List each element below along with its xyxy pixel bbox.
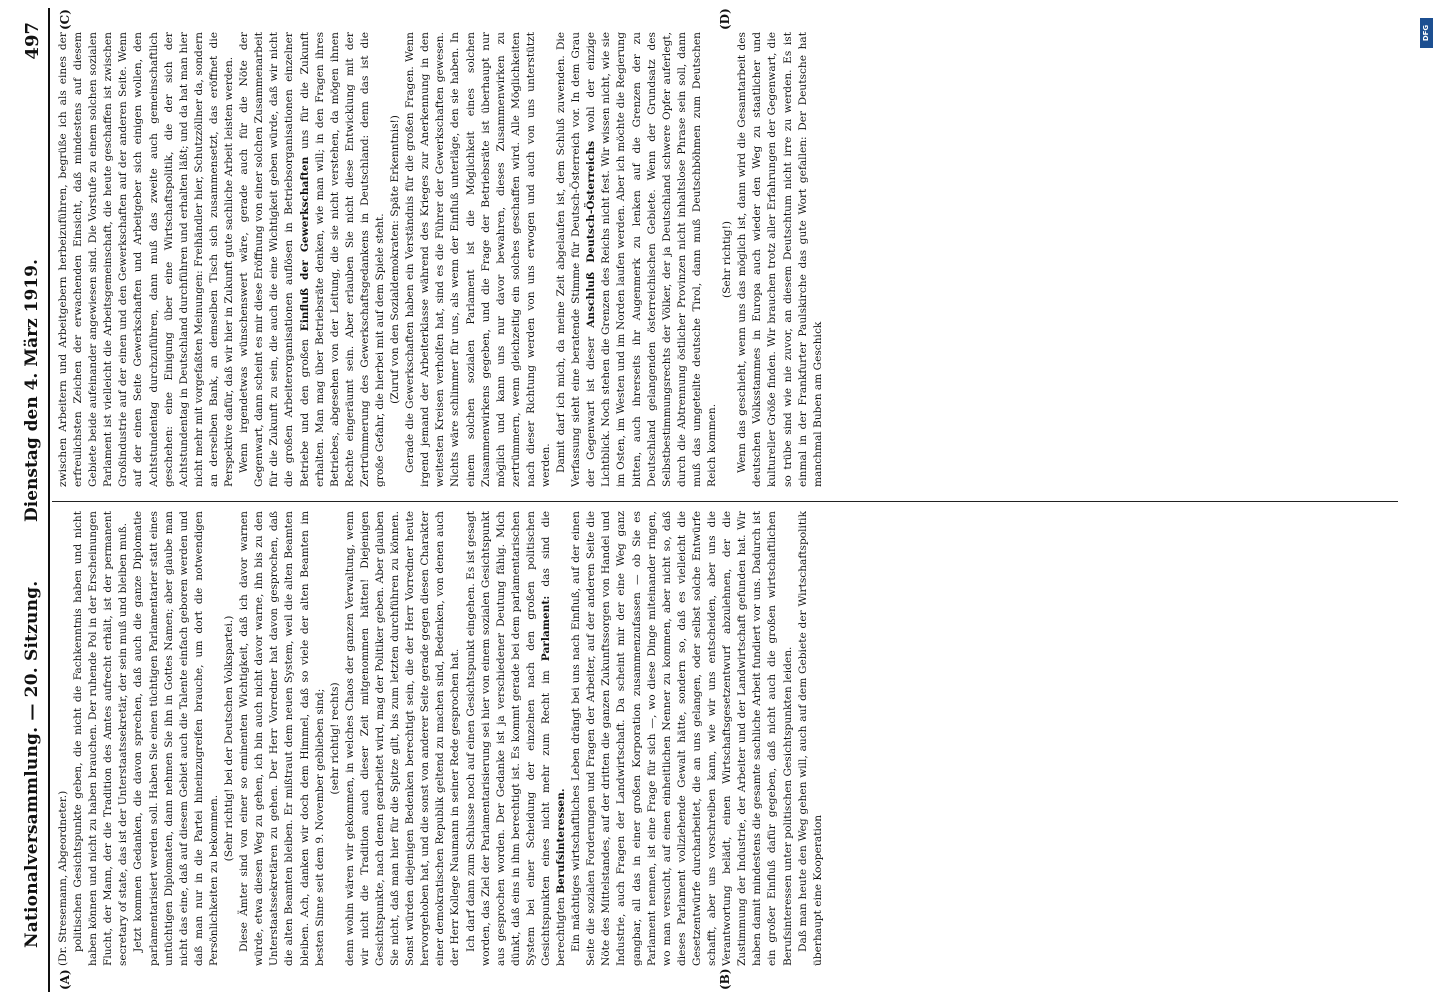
paragraph: Daß man heute den Weg gehen will, auch auf dem Gebiete der Wirtschaftspolitik überhaupt eine Kooperation	[796, 511, 824, 966]
paragraph: denn wohin wären wir gekommen, in welches Chaos der ganzen Verwaltung, wenn wir nicht die Tradition auch dieser Zeit mitgenommen hätten! Diejenigen Gesichtspunkte, nach denen gearbeitet wird, mag der Politiker geben. Aber glauben Sie nicht, daß man hier für die Spitze gilt, bis zum letzten durchführen zu können. Sonst würden diejenigen Bedenken berechtigt sein, die der Herr Vorredner heute hervorgehoben hat, und die sonst von anderer Seite gerade gegen diesen Charakter einer demokratischen Republik geltend zu machen sind, Bedenken, von denen auch der Herr Kollege Naumann in seiner Rede gesprochen hat.	[343, 511, 462, 966]
interjection: (Zuruf von den Sozialdemokraten: Späte Erkenntnis!)	[389, 115, 402, 404]
paragraph-text: Damit darf ich mich, da meine Zeit abgelaufen ist, dem Schluß zuwenden. Die Verfassung sieht eine beratende Stimme für Deutsch-Österreich vor. In dem Grau der Gegenwart ist dieser	[555, 32, 598, 487]
paragraph	[554, 32, 720, 487]
paragraph: Ein mächtiges wirtschaftliches Leben drängt bei uns nach Einfluß, auf der einen Seite die sozialen Forderungen und Fragen der Arbeiter, auf der anderen Seite die Nöte des Mittelstandes, auf der dritten die ganzen Zukunftssorgen von Handel und Industrie, auch Fragen der Landwirtschaft. Da scheint mir der eine Weg ganz gangbar, all das in einer großen Korporation zusammenzufassen — ob Sie es Parlament nennen, ist eine Frage für sich —, wo diese Dinge miteinander ringen, wo man versucht, auf einen einheitlichen Nenner zu kommen, aber nicht so, daß dieses Parlament vollziehende Gewalt hätte, sondern so, daß es vielleicht die Gesetzentwürfe durcharbeitet, die an uns gelangen, oder selbst solche Entwürfe schafft, aber uns vorschreiben kann, wie wir uns entscheiden, aber uns die Verantwortung belädt, einen Wirtschaftsgesetzentwurf abzulehnen, der die Zustimmung der Industrie, der Arbeiter und der Landwirtschaft gefunden hat. Wir haben damit mindestens die gesamte sachliche Arbeit fundiert vor uns. Dadurch ist ein großer Einfluß dafür gegeben, daß nicht auch die großen wirtschaftlichen Berufsinteressen unter politischen Gesichtspunkten leiden.	[570, 511, 794, 966]
scanned-page	[18, 8, 1410, 992]
page-number: 497	[22, 22, 43, 60]
header-assembly-session: Nationalversammlung. — 20. Sitzung.	[22, 580, 42, 948]
digitization-sidebar	[1418, 10, 1434, 994]
paragraph-text: Wenn irgendetwas wünschenswert wäre, gerade auch für die Nöte der Gegenwart, dann scheint es mir diese Eröffnung von einer solchen Zusammenarbeit für die Zukunft zu sein, die auch die eine Wichtigkeit geben würde, daß wir nicht die großen Arbeiterorganisationen auflösen in Betriebsorganisationen einzelner Betriebe und den großen	[238, 32, 311, 487]
dfg-logo-text: DFG	[1422, 24, 1431, 42]
interjection: (Sehr richtig! bei der Deutschen Volkspartei.)	[223, 615, 236, 862]
paragraph-text: wohl der einzige Lichtblick. Noch stehen die Grenzen des Reichs nicht fest. Wir wissen nicht, wie sie im Osten, im Westen und im Norden laufen werden. Aber ich möchte die Regierung bitten, auch ihrerseits ihr Augenmerk zu lenken auf die Grenzen der zu Deutschland gelangenden österreichischen Gebiete. Wenn der Grundsatz des Selbstbestimmungsrechts der Völker, der ja Deutschland schwere Opfer auferlegt, durch die Abtrennung östlicher Provinzen nicht inhaltslose Phrase sein soll, dann muß das umgeteilte deutsche Tirol, dann muß Deutschböhmen zum Deutschen Reich kommen.	[585, 32, 719, 487]
paragraph: politischen Gesichtspunkte geben, die nicht die Fachkenntnis haben und nicht haben können und nicht zu haben brauchen. Der ruhende Pol in der Erscheinungen Flucht, der Mann, der die Tradition des Amtes aufrecht erhält, ist der permanent secretary of state, das ist der Unterstaatssekretär, der sein muß und bleiben muß.	[72, 511, 130, 966]
dfg-logo-icon	[1420, 18, 1433, 48]
emphasis-berufsinteressen: Berufsinteressen.	[555, 788, 568, 894]
interjection: (Sehr richtig!)	[721, 221, 734, 298]
emphasis-gewerkschaften: Einfluß der Gewerkschaften	[298, 156, 311, 332]
page-header	[22, 8, 50, 992]
rotated-page-content	[18, 8, 1410, 992]
paragraph: Diese Ämter sind von einer so eminenten Wichtigkeit, daß ich davor warnen würde, etwa diesen Weg zu gehen, ich bin auch nicht davor warne, ihn bis zu den Unterstaatssekretären zu gehen. Der Herr Vorredner hat davon gesprochen, daß die alten Beamten bleiben. Er mißtraut dem neuen System, weil die alten Beamten bleiben. Ach, danken wir doch dem Himmel, daß so viele der alten Beamten im besten Sinne seit dem 9. November geblieben sind;	[238, 511, 326, 966]
paragraph: zwischen Arbeitern und Arbeitgebern herbeizuführen, begrüße ich als eines der erfreulichsten Zeichen der erwachenden Einsicht, daß mindestens auf diesem Gebiete beide aufeinander angewiesen sind. Die Vorstufe zu einem solchen sozialen Parlament ist vielleicht die Arbeitsgemeinschaft, die heute geschaffen ist zwischen Großindustrie auf der einen und den Gewerkschaften auf der anderen Seite. Wenn auf der einen Seite Gewerkschaften und Arbeitgeber sich einigen wollen, den Achtstundentag durchzuführen, dann muß das zweite auch gemeinschaftlich geschehen: eine Einigung über eine Wirtschaftspolitik, die der sich der Achtstundentag in Deutschland durchführen und erhalten läßt; und da hat man hier nicht mehr mit vorgefaßten Meinungen: Freihändler hier, Schutzzöllner da, sondern an derselben Bank, an demselben Tisch sich zusammensetzt, das eröffnet die Perspektive dafür, daß wir hier in Zukunft gute sachliche Arbeit leisten werden.	[57, 32, 236, 487]
emphasis-anschluss: Anschluß Deutsch-Österreichs	[585, 140, 598, 328]
paragraph-text: Ich darf dann zum Schlusse noch auf einen Gesichtspunkt eingehen. Es ist gesagt worden, das Ziel der Parlamentarisierung sei hier von einem sozialen Gesichtspunkt aus gesprochen worden. Der Gedanke ist ja verschiedener Deutung fähig. Mich dünkt, daß eins in ihm berechtigt ist. Es kommt gerade bei dem parlamentarischen System bei einer Scheidung der einzelnen nach den großen politischen Gesichtspunkten eines nicht mehr zum Recht im	[464, 511, 552, 966]
digitization-credit	[1418, 0, 1434, 566]
left-text-column	[56, 511, 1398, 966]
interjection: (sehr richtig! rechts)	[328, 682, 341, 795]
margin-marker-c: (C)	[58, 9, 72, 30]
paragraph	[237, 32, 388, 487]
column-divider	[52, 501, 1398, 502]
margin-marker-d: (D)	[718, 8, 732, 30]
emphasis-parlament: Parlament:	[540, 595, 552, 662]
header-date: Dienstag den 4. März 1919.	[22, 259, 42, 522]
paragraph: Wenn das geschieht, wenn uns das möglich ist, dann wird die Gesamtarbeit des deutschen Volksstammes in Europa auch wieder den Weg zu staatlicher und kultureller Größe finden. Wir brauchen trotz aller Erfahrungen der Gegenwart, die so trübe sind wie nie zuvor, an diesem Deutschtum nicht irre zu werden. Es ist einmal in der Frankfurter Paulskirche das gute Wort gefallen: Der Deutsche hat manchmal Buben am Geschick	[736, 32, 824, 487]
paragraph-text: das sind die berechtigten	[540, 511, 568, 966]
paragraph: Jetzt kommen Gedanken, die davon sprechen, daß auch die ganze Diplomatie parlamentarisiert werden soll. Haben Sie einen tüchtigen Parlamentarier statt eines untüchtigen Diplomaten, dann nehmen Sie ihn in Gottes Namen; aber glaube man nicht das eine, daß auf diesem Gebiet auch die Talente einfach geboren werden und daß man nur in die Partei hineinzugreifen brauche, um dort die notwendigen Persönlichkeiten zu bekommen.	[132, 511, 220, 966]
margin-marker-a: (A)	[58, 969, 72, 990]
paragraph	[464, 511, 570, 966]
speaker-note: (Dr. Stresemann, Abgeordneter.)	[57, 790, 69, 966]
right-text-column	[56, 32, 1398, 487]
paragraph: Gerade die Gewerkschaften haben ein Verständnis für die großen Fragen. Wenn irgend jemand der Arbeiterklasse während des Krieges zur Anerkennung in den weitesten Kreisen verholfen hat, sind es die Führer der Gewerkschaften gewesen. Nichts wäre schlimmer für uns, als wenn der Einfluß unterläge, den sie haben. In einem solchen sozialen Parlament ist die Möglichkeit eines solchen Zusammenwirkens gegeben, und die Frage der Betriebsräte ist überhaupt nur möglich und kann uns nur davor bewahren, dieses Zusammenwirken zu zertrümmern, wenn gleichzeitig ein solches geschaffen wird. Alle Möglichkeiten nach dieser Richtung werden von uns erwogen und auch von uns unterstützt werden.	[404, 32, 552, 487]
margin-marker-b: (B)	[718, 968, 732, 990]
paragraph-text: uns für die Zukunft erhalten. Man mag über Betriebsräte denken, wie man will; in den Fragen ihres Betriebes, abgesehen von der Leitung, die sie nicht verstehen, da mögen ihnen Rechte eingeräumt sein. Aber erlauben Sie nicht diese Entwicklung mit der Zertrümmerung des Gewerkschaftsgedankens in Deutschland: denn das ist die große Gefahr, die hierbei mit auf dem Spiele steht.	[298, 32, 386, 487]
